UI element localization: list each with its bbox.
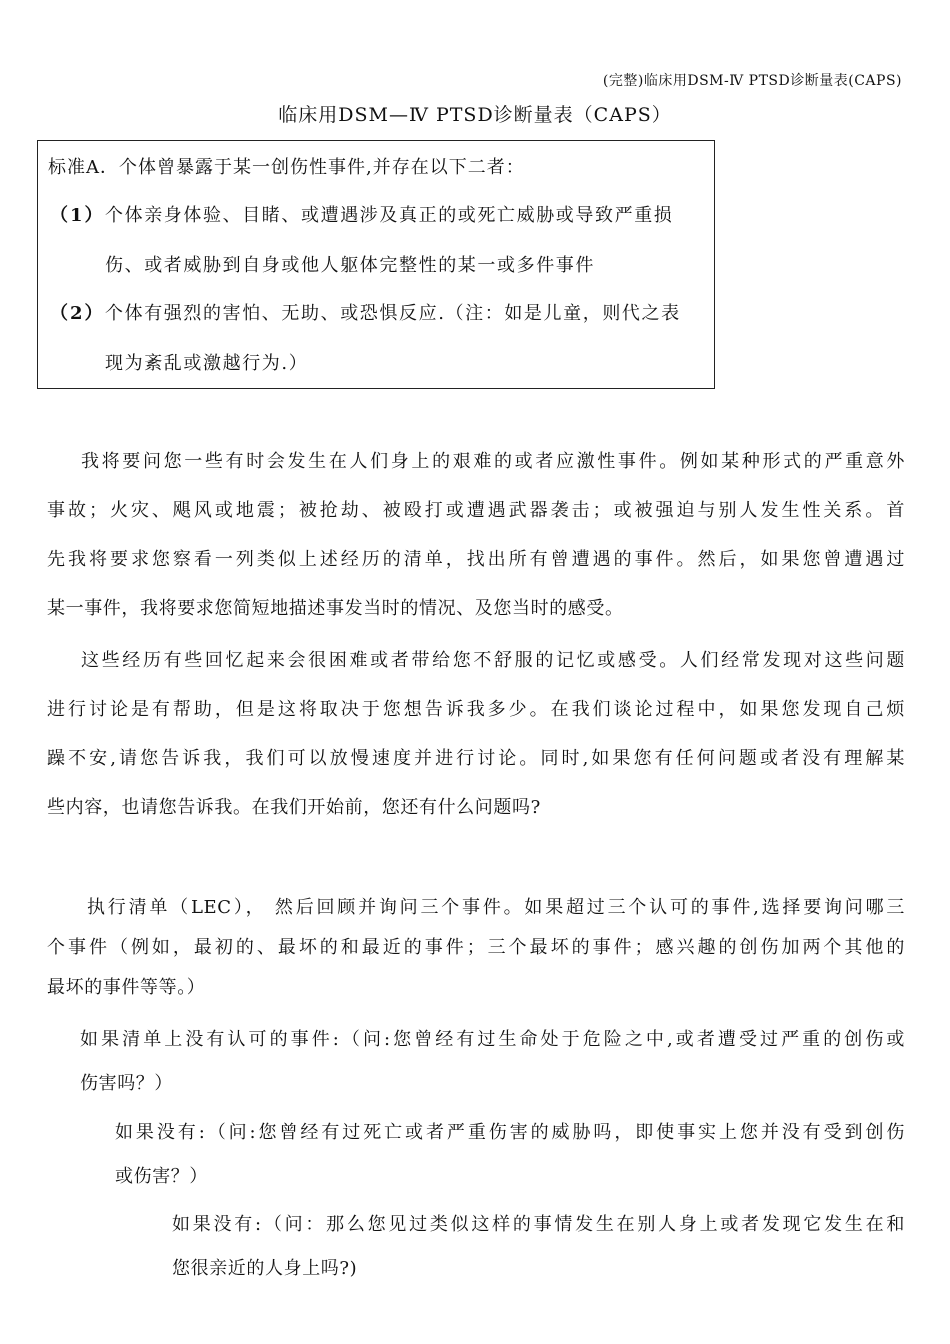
criterion-item-text: 个体亲身体验、目睹、或遭遇涉及真正的或死亡威胁或导致严重损 <box>105 205 674 226</box>
paragraph-line: 进行讨论是有帮助，但是这将取决于您想告诉我多少。在我们谈论过程中，如果您发现自己烦 <box>47 699 905 720</box>
branch-line: 您很亲近的人身上吗?) <box>172 1258 358 1279</box>
branch-no-events <box>80 1025 905 1113</box>
running-header: (完整)临床用DSM-Ⅳ PTSD诊断量表(CAPS) <box>602 73 902 89</box>
paragraph-line: 我将要问您一些有时会发生在人们身上的艰难的或者应激性事件。例如某种形式的严重意外 <box>81 451 905 472</box>
criterion-item-text: 个体有强烈的害怕、无助、或恐惧反应.（注：如是儿童，则代之表 <box>105 303 681 324</box>
comfort-paragraph <box>47 646 905 842</box>
paragraph-line: 躁不安,请您告诉我，我们可以放慢速度并进行讨论。同时,如果您有任何问题或者没有理解某 <box>47 748 905 769</box>
document-title: 临床用DSM—Ⅳ PTSD诊断量表（CAPS） <box>278 104 672 126</box>
intro-paragraph <box>47 447 905 643</box>
paragraph-line: 这些经历有些回忆起来会很困难或者带给您不舒服的记忆或感受。人们经常发现对这些问题 <box>81 650 905 671</box>
paragraph-line: 事故；火灾、飓风或地震；被抢劫、被殴打或遭遇武器袭击；或被强迫与别人发生性关系。首 <box>47 500 905 521</box>
branch-witnessed <box>172 1210 905 1298</box>
lec-instruction-paragraph <box>47 893 905 1013</box>
paragraph-line: 最坏的事件等等。） <box>47 977 206 998</box>
paragraph-line: 先我将要求您察看一列类似上述经历的清单，找出所有曾遭遇的事件。然后，如果您曾遭遇过 <box>47 549 905 570</box>
branch-line: 如果没有:（问：那么您见过类似这样的事情发生在别人身上或者发现它发生在和 <box>172 1214 905 1235</box>
branch-no-threat <box>115 1118 905 1206</box>
criterion-item-number: （1） <box>50 205 105 226</box>
criterion-a-heading: 标准A．个体曾暴露于某一创伤性事件,并存在以下二者： <box>48 157 525 178</box>
branch-line: 或伤害？） <box>115 1166 208 1187</box>
branch-line: 如果清单上没有认可的事件:（问:您曾经有过生命处于危险之中,或者遭受过严重的创伤或 <box>80 1029 905 1050</box>
branch-line: 伤害吗？） <box>80 1073 173 1094</box>
criterion-item-text: 伤、或者威胁到自身或他人躯体完整性的某一或多件事件 <box>105 255 595 276</box>
paragraph-line: 些内容，也请您告诉我。在我们开始前，您还有什么问题吗? <box>47 797 541 818</box>
paragraph-line: 个事件（例如，最初的、最坏的和最近的事件；三个最坏的事件；感兴趣的创伤加两个其他的 <box>47 937 905 958</box>
paragraph-line: 某一事件，我将要求您简短地描述事发当时的情况、及您当时的感受。 <box>47 598 624 619</box>
criterion-item-text: 现为紊乱或激越行为.） <box>105 353 309 374</box>
criterion-item-number: （2） <box>50 303 105 324</box>
branch-line: 如果没有:（问:您曾经有过死亡或者严重伤害的威胁吗，即使事实上您并没有受到创伤 <box>115 1122 905 1143</box>
criterion-a-box <box>37 140 715 389</box>
paragraph-line: 执行清单（LEC）， 然后回顾并询问三个事件。如果超过三个认可的事件,选择要询问哪三 <box>87 897 905 918</box>
